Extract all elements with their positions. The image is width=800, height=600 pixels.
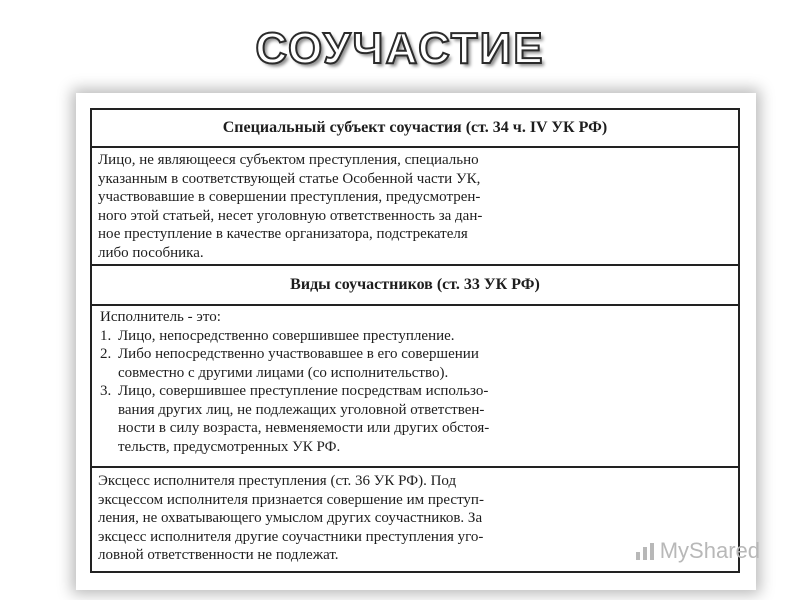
- list-item: [100, 327, 730, 346]
- text-line: указанным в соответствующей статье Особенной части УК,: [98, 170, 481, 187]
- list-item: [100, 345, 730, 382]
- text-line: Лицо, не являющееся субъектом преступления, специально: [98, 152, 479, 168]
- list-item-text: [118, 382, 730, 456]
- special-subject-text: [92, 148, 738, 266]
- list-item-number: 3.: [100, 383, 112, 399]
- content-card: [76, 93, 756, 590]
- list-item: [100, 382, 730, 456]
- text-line: Эксцесс исполнителя преступления (ст. 36 УК РФ). Под: [98, 473, 457, 489]
- text-line: ловной ответственности не подлежат.: [98, 547, 339, 563]
- text-line: ное преступление в качестве организатора, подстрекателя: [98, 226, 468, 242]
- text-line: тельств, предусмотренных УК РФ.: [118, 438, 341, 455]
- list-item-text: [118, 345, 730, 382]
- list-item-number: 2.: [100, 346, 112, 362]
- types-list: [92, 306, 738, 468]
- bar-chart-icon: [634, 540, 656, 562]
- text-line: Лицо, непосредственно совершившее преступление.: [118, 327, 455, 344]
- text-line: ности в силу возраста, невменяемости или других обстоя-: [118, 420, 490, 436]
- myshared-watermark: [634, 538, 760, 564]
- special-subject-header: Специальный субъект соучастия (ст. 34 ч. IV УК РФ): [92, 110, 738, 148]
- text-line: эксцессом исполнителя признается совершение им преступ-: [98, 491, 484, 508]
- text-line: ления, не охватывающего умыслом других соучастников. За: [98, 510, 483, 526]
- content-table: [90, 108, 740, 573]
- text-line: эксцесс исполнителя другие соучастники преступления уго-: [98, 528, 484, 545]
- text-line: ного этой статьей, несет уголовную ответственность за дан-: [98, 207, 483, 224]
- slide-title: СОУЧАСТИЕ: [255, 24, 545, 73]
- text-line: Либо непосредственно участвовавшее в его совершении: [118, 346, 479, 362]
- types-intro: Исполнитель - это:: [100, 309, 221, 325]
- watermark-text: MyShared: [659, 538, 760, 563]
- text-line: участвовавшие в совершении преступления, предусмотрен-: [98, 189, 481, 205]
- text-line: вания других лиц, не подлежащих уголовной ответствен-: [118, 401, 485, 418]
- text-line: либо пособника.: [98, 244, 204, 261]
- list-item-number: 1.: [100, 327, 112, 344]
- types-header: Виды соучастников (ст. 33 УК РФ): [92, 266, 738, 306]
- text-line: Лицо, совершившее преступление посредствам использо-: [118, 383, 489, 399]
- text-line: совместно с другими лицами (со исполнительство).: [118, 364, 449, 381]
- list-item-text: [118, 327, 730, 346]
